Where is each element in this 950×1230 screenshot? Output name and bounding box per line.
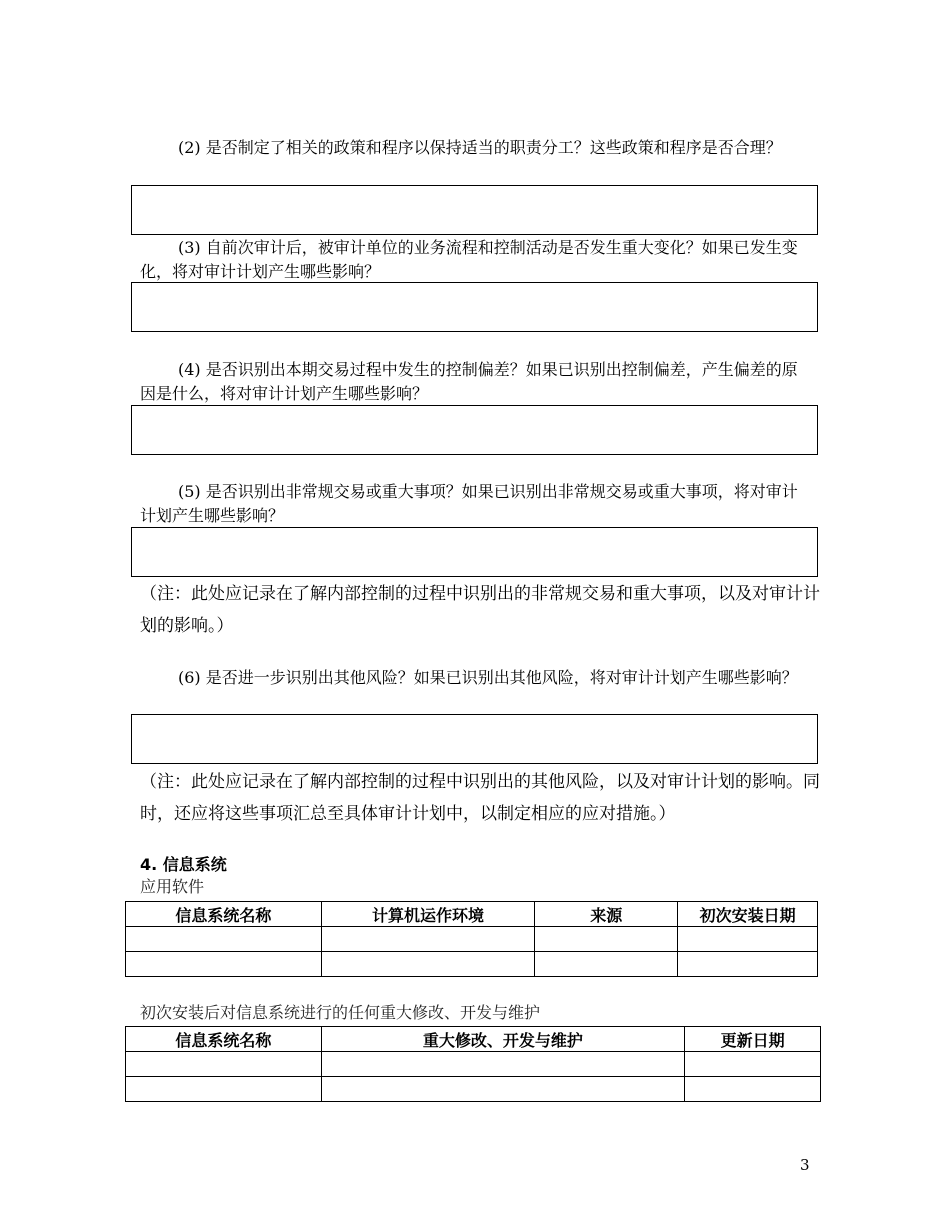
question-6: (6) 是否进一步识别出其他风险？如果已识别出其他风险，将对审计计划产生哪些影响？ [178, 668, 798, 687]
answer-box-3[interactable] [131, 282, 818, 332]
question-2: (2) 是否制定了相关的政策和程序以保持适当的职责分工？这些政策和程序是否合理？ [178, 138, 782, 157]
table-row [126, 1052, 821, 1077]
answer-box-4[interactable] [131, 405, 818, 455]
col-header: 来源 [535, 902, 678, 927]
question-3: (3) 自前次审计后，被审计单位的业务流程和控制活动是否发生重大变化？如果已发生变化，将对审计计划产生哪些影响？ [140, 238, 798, 281]
table-cell[interactable] [535, 927, 678, 952]
table-row [126, 927, 818, 952]
col-header: 重大修改、开发与维护 [321, 1027, 684, 1052]
maintenance-table [125, 1026, 821, 1102]
software-table [125, 901, 818, 977]
table-cell[interactable] [126, 1052, 322, 1077]
table-cell[interactable] [685, 1077, 821, 1102]
table-cell[interactable] [126, 1077, 322, 1102]
table-cell[interactable] [126, 952, 322, 977]
note-1: （注：此处应记录在了解内部控制的过程中识别出的非常规交易和重大事项，以及对审计计划的影响。） [140, 584, 820, 636]
table-cell[interactable] [321, 952, 535, 977]
software-label: 应用软件 [140, 877, 205, 896]
question-4: (4) 是否识别出本期交易过程中发生的控制偏差？如果已识别出控制偏差，产生偏差的原因是什么，将对审计计划产生哪些影响？ [140, 360, 798, 403]
page-number: 3 [800, 1156, 810, 1174]
table-cell[interactable] [535, 952, 678, 977]
table-header-row [126, 1027, 821, 1052]
answer-box-6[interactable] [131, 714, 818, 764]
col-header: 信息系统名称 [126, 902, 322, 927]
answer-box-2[interactable] [131, 185, 818, 235]
col-header: 更新日期 [685, 1027, 821, 1052]
table-row [126, 1077, 821, 1102]
answer-box-5[interactable] [131, 527, 818, 577]
table-cell[interactable] [321, 1052, 684, 1077]
table-row [126, 952, 818, 977]
table-cell[interactable] [678, 952, 818, 977]
maintenance-label: 初次安装后对信息系统进行的任何重大修改、开发与维护 [140, 1003, 541, 1022]
section-heading: 4. 信息系统 [140, 855, 227, 874]
table-cell[interactable] [321, 927, 535, 952]
table-cell[interactable] [685, 1052, 821, 1077]
col-header: 初次安装日期 [678, 902, 818, 927]
note-2: （注：此处应记录在了解内部控制的过程中识别出的其他风险，以及对审计计划的影响。同时，还应将这些事项汇总至具体审计计划中，以制定相应的应对措施。） [140, 772, 820, 824]
table-cell[interactable] [321, 1077, 684, 1102]
col-header: 信息系统名称 [126, 1027, 322, 1052]
table-header-row [126, 902, 818, 927]
question-5: (5) 是否识别出非常规交易或重大事项？如果已识别出非常规交易或重大事项，将对审计计划产生哪些影响？ [140, 482, 798, 525]
col-header: 计算机运作环境 [321, 902, 535, 927]
table-cell[interactable] [678, 927, 818, 952]
table-cell[interactable] [126, 927, 322, 952]
